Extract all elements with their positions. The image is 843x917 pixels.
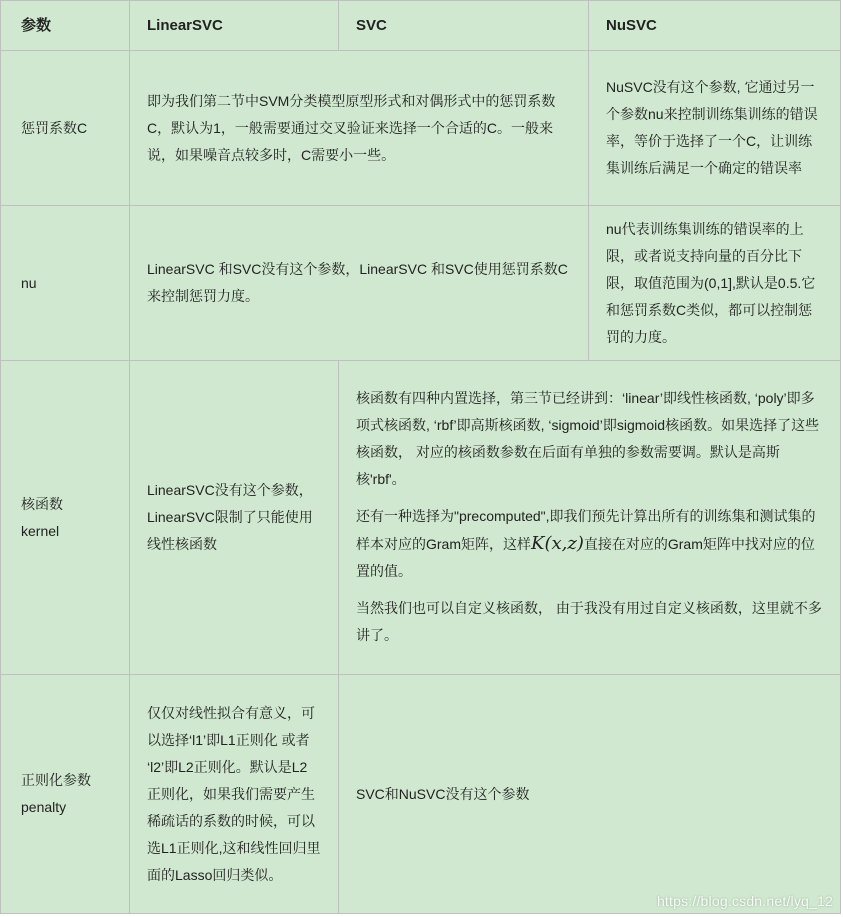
header-svc: SVC [339, 1, 589, 51]
table-row-penalty [1, 675, 841, 914]
row-label-nu: nu [1, 206, 130, 361]
row-label-kernel [1, 361, 130, 675]
table-row-kernel [1, 361, 841, 675]
header-row [1, 1, 841, 51]
table-row-nu [1, 206, 841, 361]
cell-c-nusvc: NuSVC没有这个参数, 它通过另一个参数nu来控制训练集训练的错误率，等价于选择了一个C，让训练集训练后满足一个确定的错误率 [589, 51, 841, 206]
cell-kernel-linearsvc: LinearSVC没有这个参数，LinearSVC限制了只能使用线性核函数 [130, 361, 339, 675]
kernel-paragraph-3: 当然我们也可以自定义核函数， 由于我没有用过自定义核函数，这里就不多讲了。 [356, 599, 822, 643]
row-label-penalty-en: penalty [21, 799, 67, 815]
row-label-penalty [1, 675, 130, 914]
kernel-p2-after: 直接在对应的Gram矩阵中找对应的位置的值。 [356, 535, 815, 579]
row-label-kernel-en: kernel [21, 522, 60, 539]
kernel-paragraph-1: 核函数有四种内置选择，第三节已经讲到：‘linear’即线性核函数, ‘poly’即多项式核函数, ‘rbf’即高斯核函数, ‘sigmoid’即sigmoid核函数。如果选择了这些核函数， 对应的核函数参数在后面有单独的参数需要调。默认是高斯核'rbf'。 [356, 389, 820, 487]
kernel-formula: K(x,z) [531, 532, 584, 554]
cell-kernel-svc-nusvc [339, 361, 841, 675]
header-linearsvc: LinearSVC [130, 1, 339, 51]
cell-c-linearsvc-svc: 即为我们第二节中SVM分类模型原型形式和对偶形式中的惩罚系数C，默认为1，一般需要通过交叉验证来选择一个合适的C。一般来说，如果噪音点较多时，C需要小一些。 [130, 51, 589, 206]
watermark: https://blog.csdn.net/lyq_12 [656, 893, 833, 909]
kernel-paragraph-2 [356, 503, 823, 585]
header-param: 参数 [1, 1, 130, 51]
kernel-p2-before: 还有一种选择为"precomputed",即我们预先计算出所有的训练集和测试集的样本对应的Gram矩阵，这样 [356, 507, 816, 552]
table-row-c [1, 51, 841, 206]
cell-nu-linearsvc-svc: LinearSVC 和SVC没有这个参数，LinearSVC 和SVC使用惩罚系数C来控制惩罚力度。 [130, 206, 589, 361]
header-nusvc: NuSVC [589, 1, 841, 51]
cell-penalty-linearsvc: 仅仅对线性拟合有意义，可以选择‘l1’即L1正则化 或者 ‘l2’即L2正则化。默认是L2正则化，如果我们需要产生稀疏话的系数的时候，可以选L1正则化,这和线性回归里面的Lasso回归类似。 [130, 675, 339, 914]
row-label-kernel-zh: 核函数 [21, 495, 63, 512]
cell-nu-nusvc: nu代表训练集训练的错误率的上限，或者说支持向量的百分比下限，取值范围为(0,1],默认是0.5.它和惩罚系数C类似，都可以控制惩罚的力度。 [589, 206, 841, 361]
row-label-c: 惩罚系数C [1, 51, 130, 206]
row-label-penalty-zh: 正则化参数 [21, 772, 91, 788]
cell-penalty-svc-nusvc: SVC和NuSVC没有这个参数 [339, 675, 841, 914]
